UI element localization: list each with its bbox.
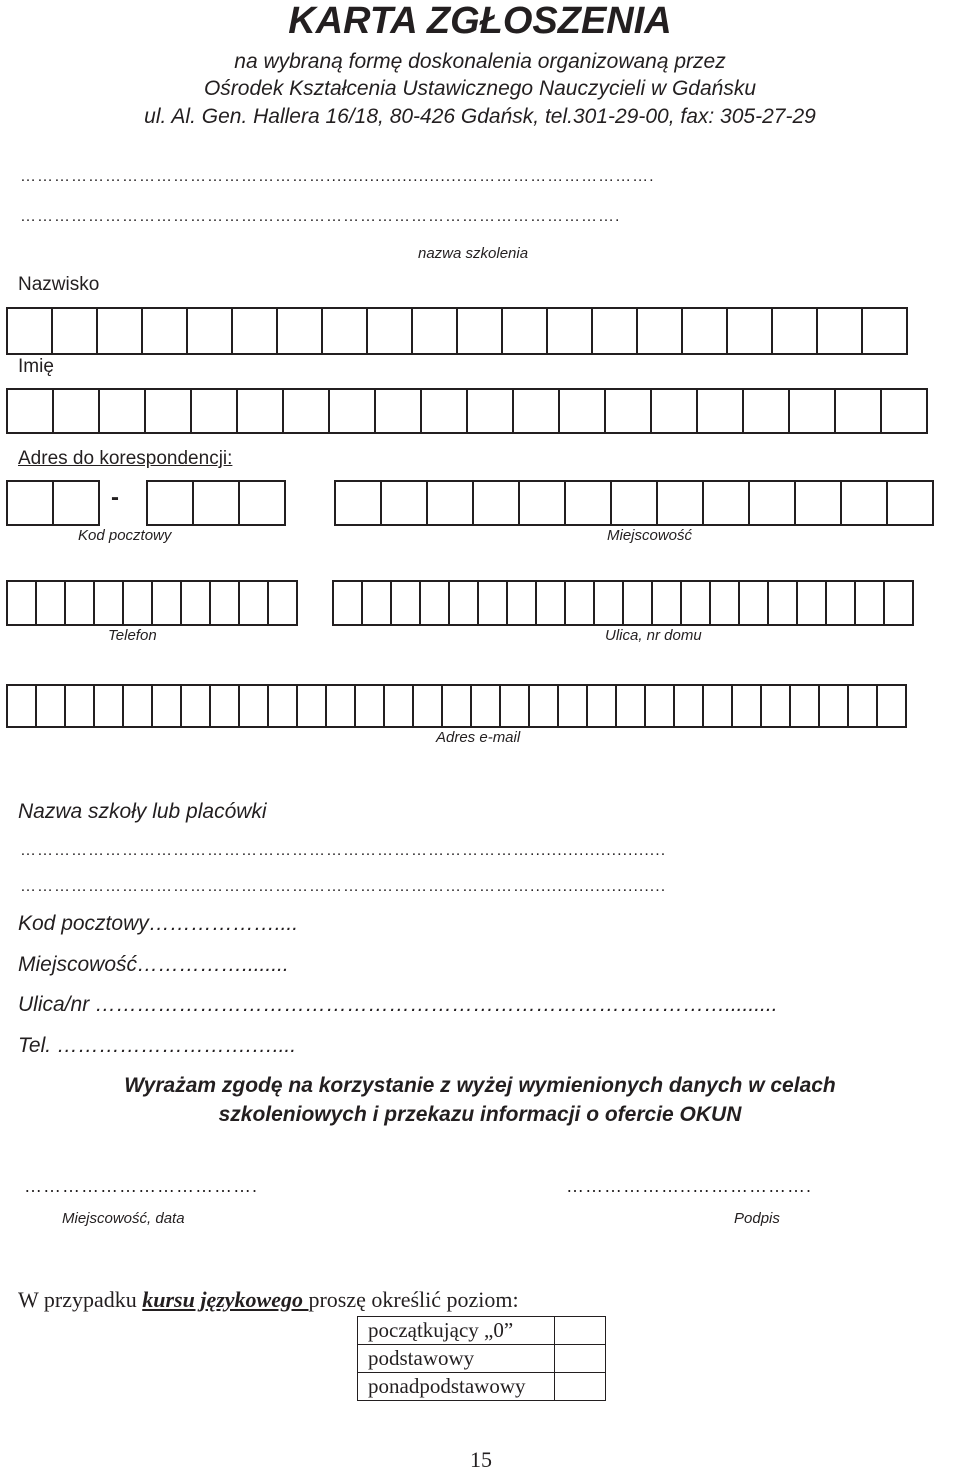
street-label: Ulica, nr domu: [605, 627, 702, 644]
language-course: kursu językowego: [142, 1287, 309, 1312]
phone-boxes[interactable]: [6, 580, 296, 626]
street-boxes[interactable]: [332, 580, 912, 626]
form-title: KARTA ZGŁOSZENIA: [288, 0, 672, 42]
school-heading: Nazwa szkoły lub placówki: [18, 800, 267, 823]
language-suffix: proszę określić poziom:: [308, 1287, 519, 1312]
level-checkbox[interactable]: [555, 1317, 606, 1345]
course-name-field-2[interactable]: …………………………………………………………………………………………….: [20, 208, 621, 225]
level-label: ponadpodstawowy: [358, 1373, 555, 1401]
postcode-label: Kod pocztowy: [78, 527, 172, 544]
place-date-label: Miejscowość, data: [62, 1210, 185, 1227]
email-boxes[interactable]: [6, 684, 905, 728]
city-boxes[interactable]: [334, 480, 932, 526]
level-label: początkujący „0”: [358, 1317, 555, 1345]
consent-line-1: Wyrażam zgodę na korzystanie z wyżej wymienionych danych w celach: [124, 1074, 836, 1097]
subtitle-line-3: ul. Al. Gen. Hallera 16/18, 80-426 Gdańsk, tel.301-29-00, fax: 305-27-29: [144, 105, 816, 128]
language-level-table: [357, 1316, 606, 1401]
postcode-boxes-2[interactable]: [146, 480, 284, 526]
level-checkbox[interactable]: [555, 1345, 606, 1373]
subtitle-line-2: Ośrodek Kształcenia Ustawicznego Nauczycieli w Gdańsku: [203, 77, 757, 100]
level-checkbox[interactable]: [555, 1373, 606, 1401]
level-row: [358, 1373, 606, 1401]
course-name-field[interactable]: ……………………………………………….........................…………………………….: [20, 168, 655, 185]
subtitle-line-1: na wybraną formę doskonalenia organizowaną przez: [234, 50, 726, 73]
surname-label: Nazwisko: [18, 274, 100, 295]
level-row: [358, 1345, 606, 1373]
postcode-dash: -: [111, 484, 119, 511]
address-label: Adres do korespondencji:: [18, 448, 233, 469]
signature-field[interactable]: ………………..……………….: [566, 1176, 813, 1196]
email-label: Adres e-mail: [436, 729, 521, 746]
consent-line-2: szkoleniowych i przekazu informacji o ofercie OKUN: [218, 1103, 742, 1126]
school-name-field[interactable]: ……………………………………………………………………………….........................: [20, 842, 667, 859]
school-name-field-2[interactable]: ……………………………………………………………………………….........................: [20, 878, 667, 895]
course-name-label: nazwa szkolenia: [418, 245, 529, 262]
school-phone-field[interactable]: Tel. ……………………….…....: [18, 1034, 297, 1057]
language-question: [18, 1287, 519, 1313]
level-row: [358, 1317, 606, 1345]
signature-label: Podpis: [734, 1210, 780, 1227]
school-postcode-field[interactable]: Kod pocztowy………………....: [18, 912, 299, 935]
place-date-field[interactable]: ……………………………….: [24, 1176, 259, 1196]
firstname-label: Imię: [18, 356, 54, 377]
city-label: Miejscowość: [607, 527, 693, 544]
language-prefix: W przypadku: [18, 1287, 143, 1312]
page-number: 15: [470, 1447, 492, 1472]
phone-label: Telefon: [108, 627, 157, 644]
postcode-boxes-1[interactable]: [6, 480, 98, 526]
firstname-boxes[interactable]: [6, 388, 926, 434]
school-city-field[interactable]: Miejscowość……………........: [18, 953, 289, 976]
school-street-field[interactable]: Ulica/nr ……………………………………………………………………………….........: [18, 993, 778, 1016]
surname-boxes[interactable]: [6, 307, 906, 355]
level-label: podstawowy: [358, 1345, 555, 1373]
